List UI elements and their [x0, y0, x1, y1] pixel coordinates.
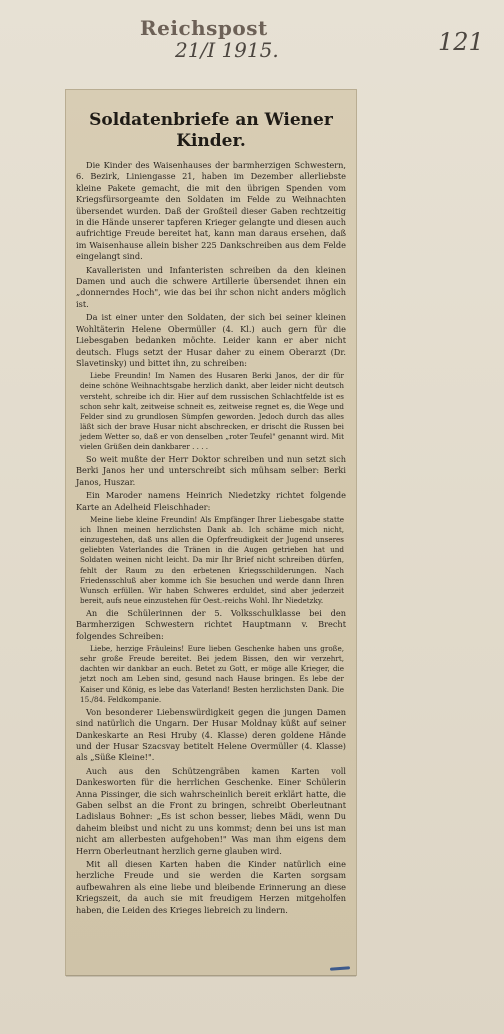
article-paragraph: So weit mußte der Herr Doktor schreiben und nun setzt sich Berki Janos her und unterschreibt sich mühsam selber: Berki Janos, Huszar.: [76, 454, 346, 487]
article-title: Soldatenbriefe an Wiener Kinder.: [89, 110, 333, 151]
article-paragraph: Mit all diesen Karten haben die Kinder natürlich eine herzliche Freude und sie werden die Karten sorgsam aufbewahren als eine liebe und bleibende Erinnerung an diese Kriegszeit, da auch sie mit freudigem Herzen mitgeholfen haben, die Leiden des Krieges liebreich zu lindern.: [76, 859, 346, 915]
quoted-letter-paragraph: Liebe, herzige Fräuleins! Eure lieben Geschenke haben uns große, sehr große Freude bereitet. Bei jedem Bissen, den wir verzehrt, dachten wir dankbar an euch. Betet zu Gott, er möge alle Krieger, die jetzt noch am Leben sind, gesund nach Hause bringen. Es lebe der Kaiser und König, es lebe das Vaterland! Besten herzlichsten Dank. Die 15./84. Feldkompanie.: [80, 644, 344, 704]
handwritten-date: 21/I 1915.: [175, 38, 279, 62]
quoted-letter-paragraph: Liebe Freundin! Im Namen des Husaren Berki Janos, der dir für deine schöne Weihnachtsgabe herzlich dankt, aber leider nicht deutsch versteht, schreibe ich dir. Hier auf dem russischen Schlachtfelde ist es schon sehr kalt, zeitweise schneit es, zeitweise regnet es, die Wege und Felder sind zu grundlosen Sümpfen geworden. Jedoch durch das alles läßt sich der brave Husar nicht abschrecken, er drischt die Russen bei jedem Wetter so, daß er von denselben „roter Teufel" genannt wird. Mit vielen Grüßen dein dankbarer . . . .: [80, 371, 344, 451]
article-paragraph: Ein Maroder namens Heinrich Niedetzky richtet folgende Karte an Adelheid Fleischhader:: [76, 490, 346, 512]
article-body: [76, 160, 346, 916]
article-paragraph: Auch aus den Schützengräben kamen Karten voll Dankesworten für die herrlichen Geschenke. Einer Schülerin Anna Pissinger, die sich wahrscheinlich bereit erklärt hatte, die Gaben selbst an die Front zu bringen, schreibt Oberleutnant Ladislaus Bohner: „Es ist schon besser, liebes Mädi, wenn Du daheim bleibst und nicht zu uns kommst; denn bei uns ist man nicht am allerbesten aufgehoben!" Was man ihm eigens dem Herrn Oberleutnant herzlich gerne glauben wird.: [76, 765, 346, 856]
newspaper-clipping: [66, 90, 356, 975]
newspaper-stamp: Reichspost: [140, 16, 268, 40]
article-paragraph: Die Kinder des Waisenhauses der barmherzigen Schwestern, 6. Bezirk, Liniengasse 21, haben im Dezember allerliebste kleine Pakete gemacht, die mit den übrigen Spenden vom Kriegsfürsorgeamte den Soldaten im Felde zu Weihnachten übersendet wurden. Daß der Großteil dieser Gaben rechtzeitig in die Hände unserer tapferen Krieger gelangte und diesen auch aufrichtige Freude bereitet hat, kann man daraus ersehen, daß im Waisenhause allein bisher 225 Dankschreiben aus dem Felde eingelangt sind.: [76, 160, 346, 262]
quoted-letter-paragraph: Meine liebe kleine Freundin! Als Empfänger Ihrer Liebesgabe statte ich Ihnen meinen herzlichsten Dank ab. Ich schäme mich nicht, einzugestehen, daß uns allen die Opferfreudigkeit der Jugend unseres geliebten Vaterlandes die Tränen in die Augen getrieben hat und Soldaten weinen nicht leicht. Da mir Ihr Brief nicht schreiben dürfen, fehlt der Raum zu den erbetenen Kriegsschilderungen. Nach Friedensschluß aber komme ich Sie besuchen und werde dann Ihren Wunsch erfüllen. Wir haben Schweres erduldet, sind aber jederzeit bereit, aufs neue einzustehen für Oest.-reichs Wohl. Ihr Niedetzky.: [80, 515, 344, 605]
article-paragraph: Von besonderer Liebenswürdigkeit gegen die jungen Damen sind natürlich die Ungarn. Der Husar Moldnay küßt auf seiner Dankeskarte an Resi Hruby (4. Klasse) deren goldene Hände und der Husar Szacsvay betitelt Helene Overmüller (4. Klasse) als „Süße Kleine!".: [76, 706, 346, 763]
handwritten-page-number: 121: [438, 28, 484, 56]
article-paragraph: Kavalleristen und Infanteristen schreiben da den kleinen Damen und auch die schwere Artillerie übersendet ihnen ein „donnerndes Hoch", wie das bei ihr schon nicht anders möglich ist.: [76, 264, 346, 309]
article-paragraph: An die Schülerinnen der 5. Volksschulklasse bei den Barmherzigen Schwestern richtet Hauptmann v. Brecht folgendes Schreiben:: [76, 607, 346, 641]
clipping-edge-shadow: [66, 975, 356, 977]
article-paragraph: Da ist einer unter den Soldaten, der sich bei seiner kleinen Wohltäterin Helene Obermüller (4. Kl.) auch gern für die Liebesgaben bedanken möchte. Leider kann er aber nicht deutsch. Flugs setzt der Husar daher zu einem Oberarzt (Dr. Slavetinsky) und bittet ihn, zu schreiben:: [76, 312, 346, 368]
